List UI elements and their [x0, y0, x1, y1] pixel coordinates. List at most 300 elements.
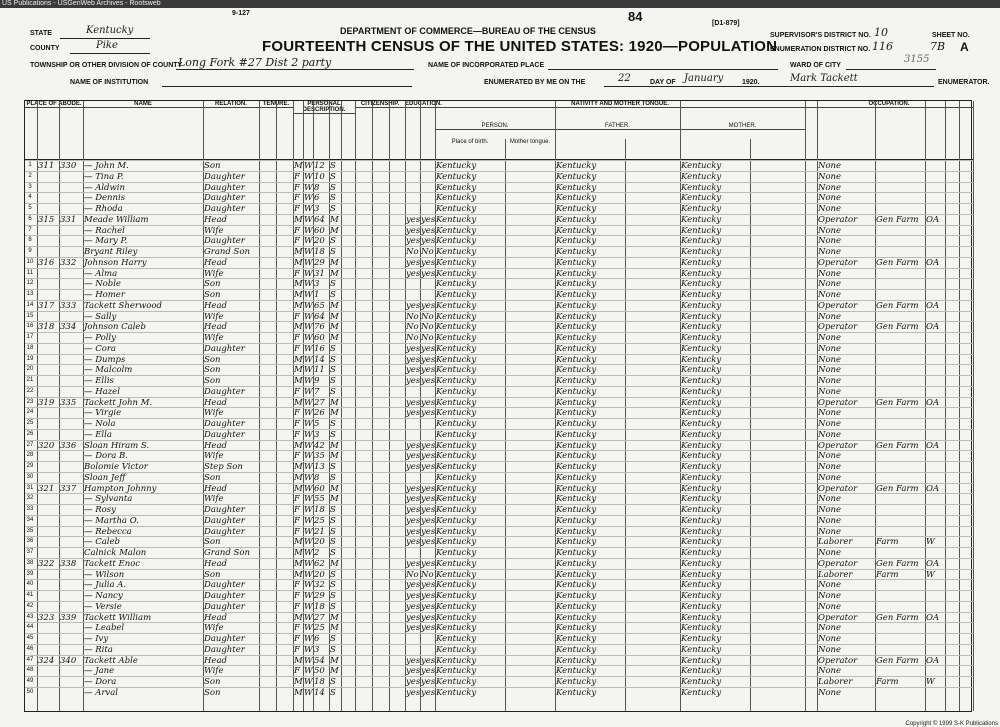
- cell-occ: None: [818, 279, 842, 290]
- row-number: 28: [26, 452, 34, 459]
- cell-mbirth: Kentucky: [681, 687, 722, 698]
- cell-sex: M: [294, 569, 303, 580]
- row-number: 38: [26, 559, 34, 566]
- cell-rel: Daughter: [204, 580, 245, 591]
- cell-rel: Wife: [204, 451, 224, 462]
- stamp-number: 3155: [904, 54, 930, 65]
- cell-ms: S: [330, 462, 336, 472]
- row-number: 40: [26, 581, 34, 588]
- table-row: [25, 311, 973, 322]
- cell-rel: Daughter: [204, 171, 245, 182]
- cell-name: — Rosy: [84, 505, 116, 515]
- cell-mbirth: Kentucky: [681, 182, 722, 193]
- cell-read: yes: [406, 601, 420, 612]
- cell-sex: F: [294, 526, 300, 537]
- cell-rel: Daughter: [204, 505, 245, 515]
- cell-write: No: [421, 569, 434, 580]
- cell-ind: Gen Farm: [876, 214, 919, 225]
- cell-name: — Aldwin: [84, 182, 125, 193]
- cell-race: W: [304, 623, 313, 634]
- row-number: 31: [26, 484, 34, 491]
- cell-sex: M: [294, 558, 303, 569]
- cell-birth: Kentucky: [436, 677, 477, 687]
- cell-age: 27: [314, 397, 325, 408]
- cell-occ: None: [818, 526, 842, 537]
- cell-ms: S: [330, 386, 336, 397]
- cell-age: 11: [314, 365, 325, 376]
- cell-occ: Operator: [818, 214, 858, 225]
- cell-rel: Wife: [204, 666, 224, 677]
- cell-name: Tackett William: [84, 612, 152, 623]
- cell-ms: M: [330, 257, 339, 268]
- cell-race: W: [304, 182, 313, 193]
- cell-ms: S: [330, 526, 336, 537]
- cell-race: W: [304, 268, 313, 279]
- cell-rel: Head: [204, 558, 227, 569]
- cell-rel: Daughter: [204, 193, 245, 204]
- cell-ms: M: [330, 225, 339, 236]
- cell-sex: F: [294, 408, 300, 419]
- cell-write: yes: [421, 268, 435, 279]
- cell-race: W: [304, 505, 313, 515]
- cell-ms: S: [330, 472, 336, 483]
- cell-cls: W: [926, 537, 935, 548]
- row-number: 45: [26, 635, 34, 641]
- cell-sex: M: [294, 279, 303, 290]
- cell-read: yes: [406, 376, 420, 386]
- cell-age: 54: [314, 655, 325, 666]
- cell-fbirth: Kentucky: [556, 515, 597, 526]
- cell-age: 3: [314, 204, 320, 214]
- cell-read: yes: [406, 537, 420, 548]
- cell-sex: M: [294, 472, 303, 483]
- cell-birth: Kentucky: [436, 440, 477, 451]
- cell-rel: Grand Son: [204, 548, 250, 558]
- cell-birth: Kentucky: [436, 182, 477, 193]
- cell-mbirth: Kentucky: [681, 623, 722, 634]
- cell-race: W: [304, 279, 313, 290]
- cell-name: Bolomie Victor: [84, 462, 148, 472]
- cell-occ: None: [818, 451, 842, 462]
- row-number: 14: [26, 301, 34, 308]
- cell-name: Tackett Able: [84, 655, 138, 666]
- cell-birth: Kentucky: [436, 505, 477, 515]
- cell-ind: Gen Farm: [876, 558, 919, 569]
- cell-fbirth: Kentucky: [556, 322, 597, 333]
- cell-sex: F: [294, 494, 300, 505]
- cell-sex: F: [294, 515, 300, 526]
- cell-name: Tackett Enoc: [84, 558, 141, 569]
- cell-fbirth: Kentucky: [556, 623, 597, 634]
- cell-sex: M: [294, 354, 303, 365]
- cell-mbirth: Kentucky: [681, 333, 722, 343]
- cell-rel: Son: [204, 161, 221, 171]
- cell-ind: Gen Farm: [876, 612, 919, 623]
- table-row: [25, 579, 973, 590]
- cell-ms: S: [330, 515, 336, 526]
- cell-name: — Julia A.: [84, 580, 127, 591]
- row-number: 13: [26, 291, 34, 297]
- cell-fbirth: Kentucky: [556, 365, 597, 376]
- cell-ms: S: [330, 343, 336, 354]
- cell-fbirth: Kentucky: [556, 483, 597, 494]
- cell-read: yes: [406, 268, 420, 279]
- cell-birth: Kentucky: [436, 354, 477, 365]
- row-number: 6: [28, 215, 32, 222]
- cell-name: — Sylvanta: [84, 494, 133, 505]
- cell-occ: None: [818, 429, 842, 440]
- cell-write: yes: [421, 483, 435, 494]
- cell-write: yes: [421, 677, 435, 687]
- enum-district-label: ENUMERATION DISTRICT NO.: [770, 46, 871, 53]
- cell-age: 21: [314, 526, 325, 537]
- cell-rel: Wife: [204, 623, 224, 634]
- cell-name: — Ella: [84, 429, 112, 440]
- table-row: [25, 569, 973, 580]
- cell-read: No: [406, 247, 419, 257]
- row-number: 41: [26, 592, 34, 598]
- cell-mbirth: Kentucky: [681, 591, 722, 601]
- row-number: 17: [26, 334, 34, 340]
- cell-birth: Kentucky: [436, 591, 477, 601]
- cell-fam: 335: [60, 397, 77, 408]
- cell-fam: 330: [60, 161, 77, 171]
- cell-sex: F: [294, 419, 300, 429]
- cell-age: 60: [314, 333, 325, 343]
- cell-sex: F: [294, 386, 300, 397]
- subhead-person: PERSON.: [435, 123, 555, 130]
- cell-write: yes: [421, 515, 435, 526]
- cell-name: Johnson Caleb: [84, 322, 146, 333]
- cell-mbirth: Kentucky: [681, 634, 722, 644]
- cell-write: No: [421, 247, 434, 257]
- supervisor-value: 10: [874, 26, 888, 39]
- cell-write: yes: [421, 462, 435, 472]
- cell-write: yes: [421, 451, 435, 462]
- cell-birth: Kentucky: [436, 483, 477, 494]
- cell-birth: Kentucky: [436, 655, 477, 666]
- cell-read: yes: [406, 365, 420, 376]
- cell-name: Johnson Harry: [84, 257, 147, 268]
- cell-ms: S: [330, 354, 336, 365]
- cell-birth: Kentucky: [436, 225, 477, 236]
- cell-rel: Wife: [204, 408, 224, 419]
- cell-rel: Step Son: [204, 462, 243, 472]
- row-number: 1: [28, 162, 32, 168]
- cell-age: 60: [314, 483, 325, 494]
- cell-read: yes: [406, 236, 420, 247]
- cell-birth: Kentucky: [436, 666, 477, 677]
- cell-rel: Head: [204, 214, 227, 225]
- cell-race: W: [304, 171, 313, 182]
- cell-occ: None: [818, 505, 842, 515]
- cell-race: W: [304, 311, 313, 322]
- cell-fbirth: Kentucky: [556, 354, 597, 365]
- cell-age: 65: [314, 300, 325, 311]
- cell-race: W: [304, 214, 313, 225]
- cell-fam: 331: [60, 214, 77, 225]
- cell-dw: 322: [38, 558, 55, 569]
- cell-rel: Wife: [204, 333, 224, 343]
- cell-rel: Wife: [204, 311, 224, 322]
- cell-race: W: [304, 419, 313, 429]
- cell-race: W: [304, 397, 313, 408]
- year: 1920.: [742, 79, 760, 86]
- cell-age: 76: [314, 322, 325, 333]
- cell-name: — Cora: [84, 343, 116, 354]
- supervisor-label: SUPERVISOR'S DISTRICT NO.: [770, 32, 871, 39]
- cell-age: 3: [314, 429, 320, 440]
- subhead-mother: MOTHER.: [680, 123, 805, 130]
- cell-rel: Daughter: [204, 644, 245, 655]
- row-number: 39: [26, 570, 34, 577]
- cell-birth: Kentucky: [436, 343, 477, 354]
- cell-occ: None: [818, 408, 842, 419]
- row-number: 46: [26, 645, 34, 652]
- cell-ind: [875, 688, 925, 699]
- cell-sex: F: [294, 171, 300, 182]
- cell-occ: None: [818, 204, 842, 214]
- cell-sex: M: [294, 300, 303, 311]
- cell-name: — Virgie: [84, 408, 122, 419]
- cell-ind: Gen Farm: [876, 257, 919, 268]
- cell-fbirth: Kentucky: [556, 279, 597, 290]
- cell-sex: F: [294, 193, 300, 204]
- table-row: [25, 655, 973, 666]
- cell-read: yes: [406, 623, 420, 634]
- cell-rel: Head: [204, 300, 227, 311]
- row-number: 7: [28, 226, 32, 233]
- cell-ms: M: [330, 655, 339, 666]
- cell-rel: Head: [204, 257, 227, 268]
- cell-dw: 315: [38, 214, 55, 225]
- cell-birth: Kentucky: [436, 161, 477, 171]
- cell-age: 20: [314, 537, 325, 548]
- row-number: 9: [28, 248, 32, 254]
- cell-race: W: [304, 612, 313, 623]
- cell-fam: 340: [60, 655, 77, 666]
- cell-birth: Kentucky: [436, 494, 477, 505]
- cell-race: W: [304, 257, 313, 268]
- cell-sex: M: [294, 687, 303, 698]
- department-heading: DEPARTMENT OF COMMERCE—BUREAU OF THE CENSUS: [340, 26, 596, 36]
- cell-fbirth: Kentucky: [556, 591, 597, 601]
- cell-rel: Daughter: [204, 343, 245, 354]
- cell-rel: Son: [204, 472, 221, 483]
- cell-ms: S: [330, 204, 336, 214]
- cell-write: yes: [421, 623, 435, 634]
- cell-fam: [59, 688, 83, 699]
- cell-mbirth: Kentucky: [681, 279, 722, 290]
- cell-race: W: [304, 558, 313, 569]
- table-row: [25, 612, 973, 623]
- cell-write: yes: [421, 440, 435, 451]
- cell-name: Hampton Johnny: [84, 483, 157, 494]
- cell-ms: S: [330, 247, 336, 257]
- cell-read: yes: [406, 397, 420, 408]
- cell-cls: W: [926, 677, 935, 687]
- cell-ms: M: [330, 268, 339, 279]
- cell-mbirth: Kentucky: [681, 515, 722, 526]
- cell-fbirth: Kentucky: [556, 268, 597, 279]
- enumerator-name: Mark Tackett: [790, 73, 858, 84]
- cell-occ: None: [818, 247, 842, 257]
- enumerator-label: ENUMERATOR.: [938, 79, 990, 86]
- cell-race: W: [304, 472, 313, 483]
- cell-read: yes: [406, 300, 420, 311]
- subhead-place-of-birth: Place of birth.: [451, 139, 489, 145]
- cell-mbirth: Kentucky: [681, 365, 722, 376]
- cell-write: yes: [421, 343, 435, 354]
- table-row: [25, 676, 973, 687]
- cell-birth: Kentucky: [436, 462, 477, 472]
- cell-age: 27: [314, 612, 325, 623]
- cell-birth: Kentucky: [436, 236, 477, 247]
- cell-fbirth: Kentucky: [556, 440, 597, 451]
- cell-ind: Farm: [876, 537, 899, 548]
- cell-ms: S: [330, 193, 336, 204]
- cell-mbirth: Kentucky: [681, 580, 722, 591]
- cell-birth: Kentucky: [436, 279, 477, 290]
- cell-age: 64: [314, 214, 325, 225]
- cell-age: 32: [314, 580, 325, 591]
- cell-birth: Kentucky: [436, 569, 477, 580]
- cell-sex: M: [294, 397, 303, 408]
- section-relation: RELATION.: [203, 101, 259, 108]
- cell-mbirth: Kentucky: [681, 354, 722, 365]
- cell-name: — Hazel: [84, 386, 120, 397]
- cell-mbirth: Kentucky: [681, 548, 722, 558]
- table-row: [25, 547, 973, 558]
- row-number: 32: [26, 495, 34, 502]
- cell-age: 16: [314, 343, 325, 354]
- table-row: [25, 397, 973, 408]
- table-row: [25, 429, 973, 440]
- cell-fbirth: Kentucky: [556, 612, 597, 623]
- cell-rel: Son: [204, 279, 221, 290]
- cell-mbirth: Kentucky: [681, 483, 722, 494]
- cell-occ: Operator: [818, 558, 858, 569]
- cell-occ: Laborer: [818, 569, 853, 580]
- incorporated-label: NAME OF INCORPORATED PLACE: [428, 62, 545, 69]
- cell-sex: M: [294, 612, 303, 623]
- cell-rel: Head: [204, 397, 227, 408]
- archive-banner: US Publications - USGenWeb Archives - Rootsweb: [0, 0, 1000, 8]
- cell-cls: OA: [926, 440, 940, 451]
- cell-read: yes: [406, 677, 420, 687]
- census-sheet: [0, 8, 1000, 727]
- cell-write: yes: [421, 300, 435, 311]
- cell-ms: M: [330, 322, 339, 333]
- cell-name: — Nola: [84, 419, 116, 429]
- cell-write: yes: [421, 537, 435, 548]
- cell-race: W: [304, 386, 313, 397]
- section-tenure: TENURE.: [259, 101, 293, 108]
- cell-name: Tackett Sherwood: [84, 300, 162, 311]
- cell-fbirth: Kentucky: [556, 408, 597, 419]
- cell-write: yes: [421, 408, 435, 419]
- cell-read: yes: [406, 591, 420, 601]
- cell-mbirth: Kentucky: [681, 505, 722, 515]
- cell-sex: F: [294, 580, 300, 591]
- cell-fbirth: Kentucky: [556, 601, 597, 612]
- cell-name: Sloan Jeff: [84, 472, 126, 483]
- cell-age: 8: [314, 472, 320, 483]
- cell-name: — Rita: [84, 644, 113, 655]
- cell-fam: 338: [60, 558, 77, 569]
- cell-name: — Polly: [84, 333, 116, 343]
- row-number: 3: [28, 183, 32, 190]
- cell-occ: None: [818, 580, 842, 591]
- cell-write: yes: [421, 354, 435, 365]
- cell-occ: None: [818, 494, 842, 505]
- cell-birth: Kentucky: [436, 537, 477, 548]
- cell-occ: None: [818, 193, 842, 204]
- cell-ind: Farm: [876, 569, 899, 580]
- cell-name: Calnick Malon: [84, 548, 147, 558]
- subhead-father: FATHER.: [555, 123, 680, 130]
- cell-age: 42: [314, 440, 325, 451]
- cell-mbirth: Kentucky: [681, 440, 722, 451]
- cell-cls: W: [926, 569, 935, 580]
- cell-rel: Wife: [204, 225, 224, 236]
- cell-occ: None: [818, 666, 842, 677]
- cell-ms: S: [330, 419, 336, 429]
- cell-read: yes: [406, 687, 420, 698]
- cell-occ: None: [818, 365, 842, 376]
- table-row: [25, 515, 973, 526]
- cell-fbirth: Kentucky: [556, 677, 597, 687]
- cell-race: W: [304, 354, 313, 365]
- county-value: Pike: [96, 40, 118, 51]
- cell-fbirth: Kentucky: [556, 333, 597, 343]
- cell-birth: Kentucky: [436, 429, 477, 440]
- table-row: [25, 257, 973, 268]
- cell-ms: S: [330, 171, 336, 182]
- cell-occ: None: [818, 419, 842, 429]
- cell-birth: Kentucky: [436, 290, 477, 300]
- cell-write: yes: [421, 214, 435, 225]
- cell-ms: S: [330, 677, 336, 687]
- cell-birth: Kentucky: [436, 300, 477, 311]
- cell-read: yes: [406, 257, 420, 268]
- table-row: [25, 182, 973, 193]
- cell-occ: Operator: [818, 257, 858, 268]
- row-number: 25: [26, 420, 34, 426]
- cell-cls: [925, 688, 945, 699]
- cell-rel: Head: [204, 440, 227, 451]
- cell-read: yes: [406, 225, 420, 236]
- section-citizenship: CITIZENSHIP.: [355, 101, 405, 108]
- cell-name: — Mary P.: [84, 236, 128, 247]
- cell-rel: Son: [204, 677, 221, 687]
- cell-mbirth: Kentucky: [681, 537, 722, 548]
- row-number: 50: [26, 688, 34, 695]
- cell-name: — Alma: [84, 268, 118, 279]
- cell-name: — Leabel: [84, 623, 125, 634]
- cell-occ: None: [818, 515, 842, 526]
- cell-mbirth: Kentucky: [681, 655, 722, 666]
- table-row: [25, 203, 973, 214]
- cell-rel: Head: [204, 483, 227, 494]
- cell-sex: F: [294, 601, 300, 612]
- ward-label: WARD OF CITY: [790, 62, 841, 69]
- cell-occ: None: [818, 171, 842, 182]
- cell-name: — Dora B.: [84, 451, 128, 462]
- copyright-footer: Copyright © 1999 S-K Publications: [905, 721, 998, 727]
- cell-age: 7: [314, 386, 320, 397]
- cell-name: — Dora: [84, 677, 117, 687]
